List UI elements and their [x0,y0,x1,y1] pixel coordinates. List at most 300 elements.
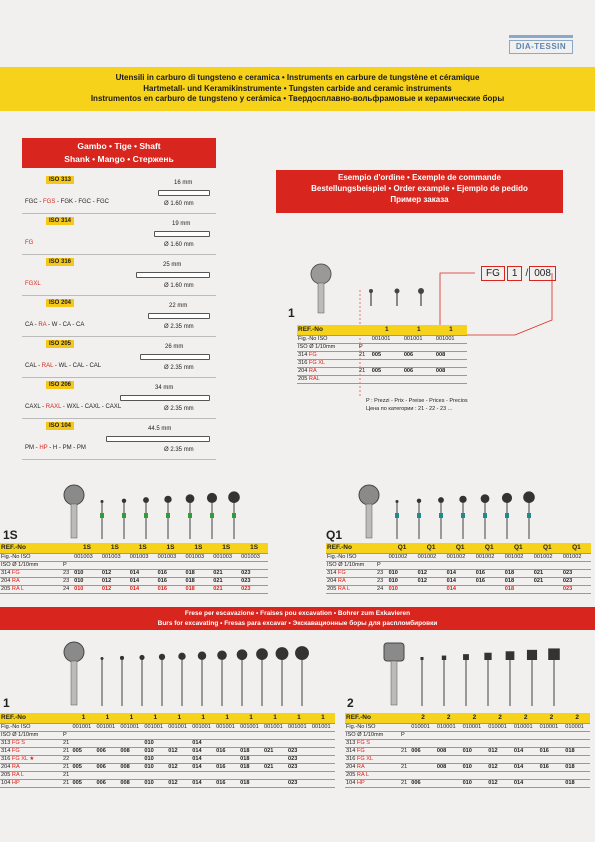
shank-code [326,577,376,585]
table-row [345,763,590,771]
size-cell: 018 [504,577,533,585]
fig-cell: 001001 [167,723,191,731]
bur-small [159,654,165,706]
blank-cell [95,731,119,739]
ref-cell: 1 [239,713,263,723]
shank-code [0,779,62,787]
shank-header [22,138,216,168]
blank-cell [287,731,311,739]
fig-label: Fig.-No ISO [326,553,376,561]
fig-cell: 001003 [212,553,240,561]
size-cell [119,755,143,763]
shank-code [0,771,62,779]
size-cell [487,771,513,779]
size-cell [564,771,590,779]
size-cell: 010 [143,739,167,747]
size-cell: 012 [167,763,191,771]
size-cell: 012 [167,747,191,755]
size-cell [263,755,287,763]
shank-iso-tag: ISO 314 [46,217,74,225]
table-q1-num: Q1 [326,528,343,542]
ref-label: REF.-No [0,713,62,723]
shank-name: RA L [337,586,351,592]
order-header [276,170,563,213]
shank-codes-red: RAL [41,363,54,369]
p-spacer [62,553,73,561]
diameter-icon: Ø [164,201,171,207]
size-cell: 018 [504,569,533,577]
table-row [297,367,467,375]
shank-num: 204 [327,578,337,584]
shank-code [297,367,358,375]
shank-num: 313 [1,740,11,746]
bur-small [463,654,469,706]
shank-code [297,359,358,367]
ref-cell: Q1 [417,543,446,553]
size-cell [462,771,488,779]
shank-drawing [136,272,210,278]
blank-cell [101,561,129,569]
shank-codes [25,445,86,451]
shank-num: 314 [1,570,11,576]
size-cell [462,755,488,763]
size-cell: 021 [533,569,562,577]
shank-codes-pre: FGC - [25,199,43,205]
p-label: P [376,561,388,569]
blank-cell [143,731,167,739]
size-cell: 008 [436,747,462,755]
size-cell [95,755,119,763]
blank-cell [504,561,533,569]
shank-codes-post: - WXL - CAXL - CAXL [61,404,122,410]
bur-drawings-2 [380,640,580,710]
fig-label: Fig.-No ISO [0,553,62,561]
table-row [326,569,591,577]
shank-num: 204 [1,764,11,770]
size-cell [436,779,462,787]
fig-cell: 001001 [239,723,263,731]
table-2-num: 2 [347,696,354,710]
shank-code [345,747,400,755]
shank-name: FG [337,570,346,576]
ref-cell: 1S [212,543,240,553]
shank-code [0,577,62,585]
size-cell: 006 [95,779,119,787]
p-spacer [62,713,72,723]
size-cell: 021 [212,577,240,585]
table-row [326,585,591,593]
shank-code [0,585,62,593]
table-row [345,755,590,763]
bur-small [481,494,490,539]
table-row [0,577,268,585]
size-cell: 010 [73,577,101,585]
size-cell [435,359,467,367]
price-cat: 21 [62,763,72,771]
size-cell: 021 [533,577,562,585]
shank-name: RA [356,764,365,770]
size-cell: 012 [101,569,129,577]
shank-diameter-value: 1.60 mm [170,283,194,289]
table-row [297,351,467,359]
diameter-icon: Ø [164,406,171,412]
shank-codes-red: RA [38,322,47,328]
size-cell: 008 [435,351,467,359]
fig-cell: 010001 [436,723,462,731]
size-cell: 005 [72,779,96,787]
shank-code [345,771,400,779]
size-cell: 010 [462,747,488,755]
size-cell: 023 [240,585,268,593]
table-row [297,359,467,367]
price-cat: 22 [62,755,72,763]
iso-label: ISO Ø 1/10mm [0,731,62,739]
size-cell: 021 [212,569,240,577]
shank-name: HP [11,780,20,786]
size-cell: 021 [263,747,287,755]
shank-codes [25,363,101,369]
fig-row [326,553,591,561]
size-cell [564,755,590,763]
ref-row [345,713,590,723]
shank-drawing [106,436,210,442]
fig-cell: 010001 [410,723,436,731]
shank-diameter [164,201,194,207]
excavating-band-line1: Frese per escavazione • Fraises pou excavation • Bohrer zum Exkavieren [184,610,411,617]
shank-code [0,747,62,755]
size-cell [513,771,539,779]
bur-small [295,646,309,706]
p-spacer [376,553,388,561]
bur-drawings-q1 [355,483,555,543]
size-cell [487,739,513,747]
size-cell: 023 [287,755,311,763]
order-ref: 1 [403,325,435,335]
diameter-icon: Ø [164,447,171,453]
shank-name: RA L [356,772,370,778]
ref-cell: 1 [95,713,119,723]
shank-name: FG S [11,740,25,746]
bur-small [506,651,515,706]
shank-diameter-value: 1.60 mm [170,242,194,248]
blank-cell [72,731,96,739]
iso-label: ISO Ø 1/10mm [345,731,400,739]
shank-num: 204 [298,368,308,374]
shank-codes [25,199,109,205]
size-cell: 014 [513,779,539,787]
price-cat: 24 [376,585,388,593]
fig-row [0,553,268,561]
price-note [366,397,468,413]
table-row [297,375,467,383]
size-cell: 008 [436,763,462,771]
table-1 [0,713,335,788]
shank-diameter [164,324,194,330]
bur-large [64,642,84,705]
iso-row [0,561,268,569]
shank-name: FG [356,748,365,754]
table-row [345,747,590,755]
shank-iso-tag: ISO 104 [46,422,74,430]
shank-header-line2: Shank • Mango • Стержень [64,154,174,164]
shank-code [0,739,62,747]
diameter-icon: Ø [164,324,171,330]
price-cat: 23 [376,569,388,577]
size-cell: 016 [215,747,239,755]
p-label: P [400,731,410,739]
bur-small [139,655,144,706]
shank-code [297,351,358,359]
shank-length: 16 mm [174,180,193,186]
fig-cell: 001001 [191,723,215,731]
ref-cell: Q1 [504,543,533,553]
shank-length: 25 mm [163,262,182,268]
blank-cell [311,731,335,739]
size-cell [215,771,239,779]
table-1-num: 1 [3,696,10,710]
fig-cell: 001001 [311,723,335,731]
table-row [0,739,335,747]
order-ref: 1 [435,325,467,335]
size-cell [403,375,435,383]
size-cell [167,755,191,763]
shank-code [0,763,62,771]
price-cat: 21 [400,747,410,755]
shank-code [326,569,376,577]
fig-cell: 001003 [240,553,268,561]
table-row [345,739,590,747]
size-cell [564,739,590,747]
logo-top-bar [509,35,573,38]
title-line-3: Instrumentos en carburo de tungsteno y cerámica • Твердосплавно-вольфрамовые и керамические боры [90,94,505,103]
table-row [345,779,590,787]
size-cell [311,763,335,771]
shank-diameter-value: 2.35 mm [170,365,194,371]
shank-drawing [148,313,210,319]
size-cell: 018 [184,569,212,577]
ref-cell: Q1 [475,543,504,553]
shank-row [22,297,216,337]
diameter-icon: Ø [164,283,171,289]
ref-cell: Q1 [446,543,475,553]
ref-cell: 1 [119,713,143,723]
shank-length: 26 mm [165,344,184,350]
table_2-grid [345,713,590,788]
size-cell [311,747,335,755]
size-cell: 018 [184,585,212,593]
size-cell: 006 [410,779,436,787]
diameter-icon: Ø [164,365,171,371]
excavating-band [0,607,595,630]
size-cell: 023 [240,569,268,577]
shank-codes-post: - WL - CAL - CAL [53,363,102,369]
ref-cell: Q1 [562,543,591,553]
size-cell [539,771,565,779]
size-cell [533,585,562,593]
ref-cell: 2 [539,713,565,723]
table-row [0,779,335,787]
size-cell [475,585,504,593]
size-cell: 012 [101,585,129,593]
bur-small [100,500,104,539]
size-cell: 010 [73,569,101,577]
size-cell: 018 [564,763,590,771]
ref-cell: 1S [73,543,101,553]
bur-small [164,496,171,539]
table-1s [0,543,268,594]
size-cell: 016 [475,577,504,585]
shank-codes-pre: CAL - [25,363,42,369]
shank-length: 34 mm [155,385,174,391]
size-cell: 012 [487,747,513,755]
size-cell [371,375,403,383]
shank-code [345,779,400,787]
size-cell: 021 [263,763,287,771]
blank-cell [417,561,446,569]
shank-code [345,739,400,747]
order-header-line1: Esempio d'ordine • Exemple de commande [338,173,501,182]
size-cell [410,763,436,771]
blank-cell [240,561,268,569]
shank-name: FG [11,748,20,754]
shank-diameter-value: 1.60 mm [170,201,194,207]
shank-name: FG [11,570,20,576]
diameter-icon: Ø [164,242,171,248]
p-spacer [62,723,72,731]
price-cat: 21 [358,351,371,359]
shank-iso-tag: ISO 313 [46,176,74,184]
size-cell: 014 [129,585,157,593]
size-cell [119,739,143,747]
bur-small [484,653,491,706]
shank-codes-pre: CA - [25,322,39,328]
bur-small [178,653,185,706]
shank-codes-post: - FGK - FGC - FGC [55,199,110,205]
size-cell: 008 [435,367,467,375]
ref-cell: 2 [564,713,590,723]
brand-logo: DIA-TESSIN [509,40,573,54]
shank-num: 313 [346,740,356,746]
size-cell: 014 [513,763,539,771]
price-cat: 21 [62,771,72,779]
iso-row [0,731,335,739]
shank-name: RA L [11,586,25,592]
bur-small [101,657,104,706]
ref-cell: 1 [167,713,191,723]
blank-cell [73,561,101,569]
shank-diameter-value: 2.35 mm [170,324,194,330]
shank-length: 19 mm [172,221,191,227]
blank-cell [475,561,504,569]
price-cat: 21 [400,763,410,771]
shank-name: FG XL ★ [11,756,35,762]
size-cell: 014 [191,747,215,755]
size-cell [410,739,436,747]
bur-small [523,491,535,539]
size-cell: 012 [487,763,513,771]
size-cell [417,585,446,593]
size-cell: 016 [157,577,185,585]
blank-cell [239,731,263,739]
size-cell: 023 [287,779,311,787]
shank-row [22,256,216,296]
price-cat: 21 [62,747,72,755]
bur-small [217,650,227,706]
bur-small [276,647,289,706]
bur-small [417,499,421,539]
order-ref-label: REF.-No [297,325,358,335]
size-cell: 023 [562,569,591,577]
fig-cell: 001003 [129,553,157,561]
bur-large [384,643,404,705]
blank-cell [533,561,562,569]
ref-cell: 1S [240,543,268,553]
bur-large [64,485,84,538]
fig-cell: 010001 [564,723,590,731]
size-cell: 006 [95,747,119,755]
bur-small [438,497,444,539]
fig-cell: 001001 [95,723,119,731]
size-cell: 012 [101,577,129,585]
shank-code [297,375,358,383]
shank-num: 104 [1,780,11,786]
bur-small [502,493,512,539]
size-cell: 010 [388,569,417,577]
bur-small [143,497,149,539]
fig-cell: 010001 [513,723,539,731]
shank-num: 316 [346,756,356,762]
fig-cell: 001002 [475,553,504,561]
shank-num: 316 [1,756,11,762]
size-cell: 014 [446,569,475,577]
size-cell: 010 [143,763,167,771]
shank-num: 205 [298,376,308,382]
size-cell: 010 [143,755,167,763]
size-cell: 018 [239,779,263,787]
blank-cell [212,561,240,569]
shank-diameter-value: 2.35 mm [170,447,194,453]
size-cell [263,779,287,787]
price-cat [358,375,371,383]
bur-small [256,648,268,706]
price-note-2: Цена по категории : 21 - 22 - 23 ... [366,406,453,412]
shank-name: RA L [11,772,25,778]
shank-codes-pre: PM - [25,445,40,451]
fig-label: Fig.-No ISO [345,723,400,731]
size-cell [539,779,565,787]
price-cat [400,771,410,779]
size-cell [167,739,191,747]
fig-cell: 001002 [417,553,446,561]
size-cell: 016 [475,569,504,577]
shank-diameter [164,406,194,412]
bur-small [395,500,399,539]
size-cell [191,771,215,779]
shank-name: FG XL [356,756,374,762]
order-p-label: P [358,343,371,351]
shank-code [345,763,400,771]
bur-small [228,491,240,539]
bur-small [122,499,126,539]
ref-cell: 1 [311,713,335,723]
ref-cell: 2 [410,713,436,723]
shank-diameter [164,283,194,289]
shank-drawing [140,354,210,360]
size-cell: 006 [410,747,436,755]
shank-length: 44.5 mm [148,426,172,432]
size-cell: 016 [157,585,185,593]
size-cell: 006 [403,367,435,375]
